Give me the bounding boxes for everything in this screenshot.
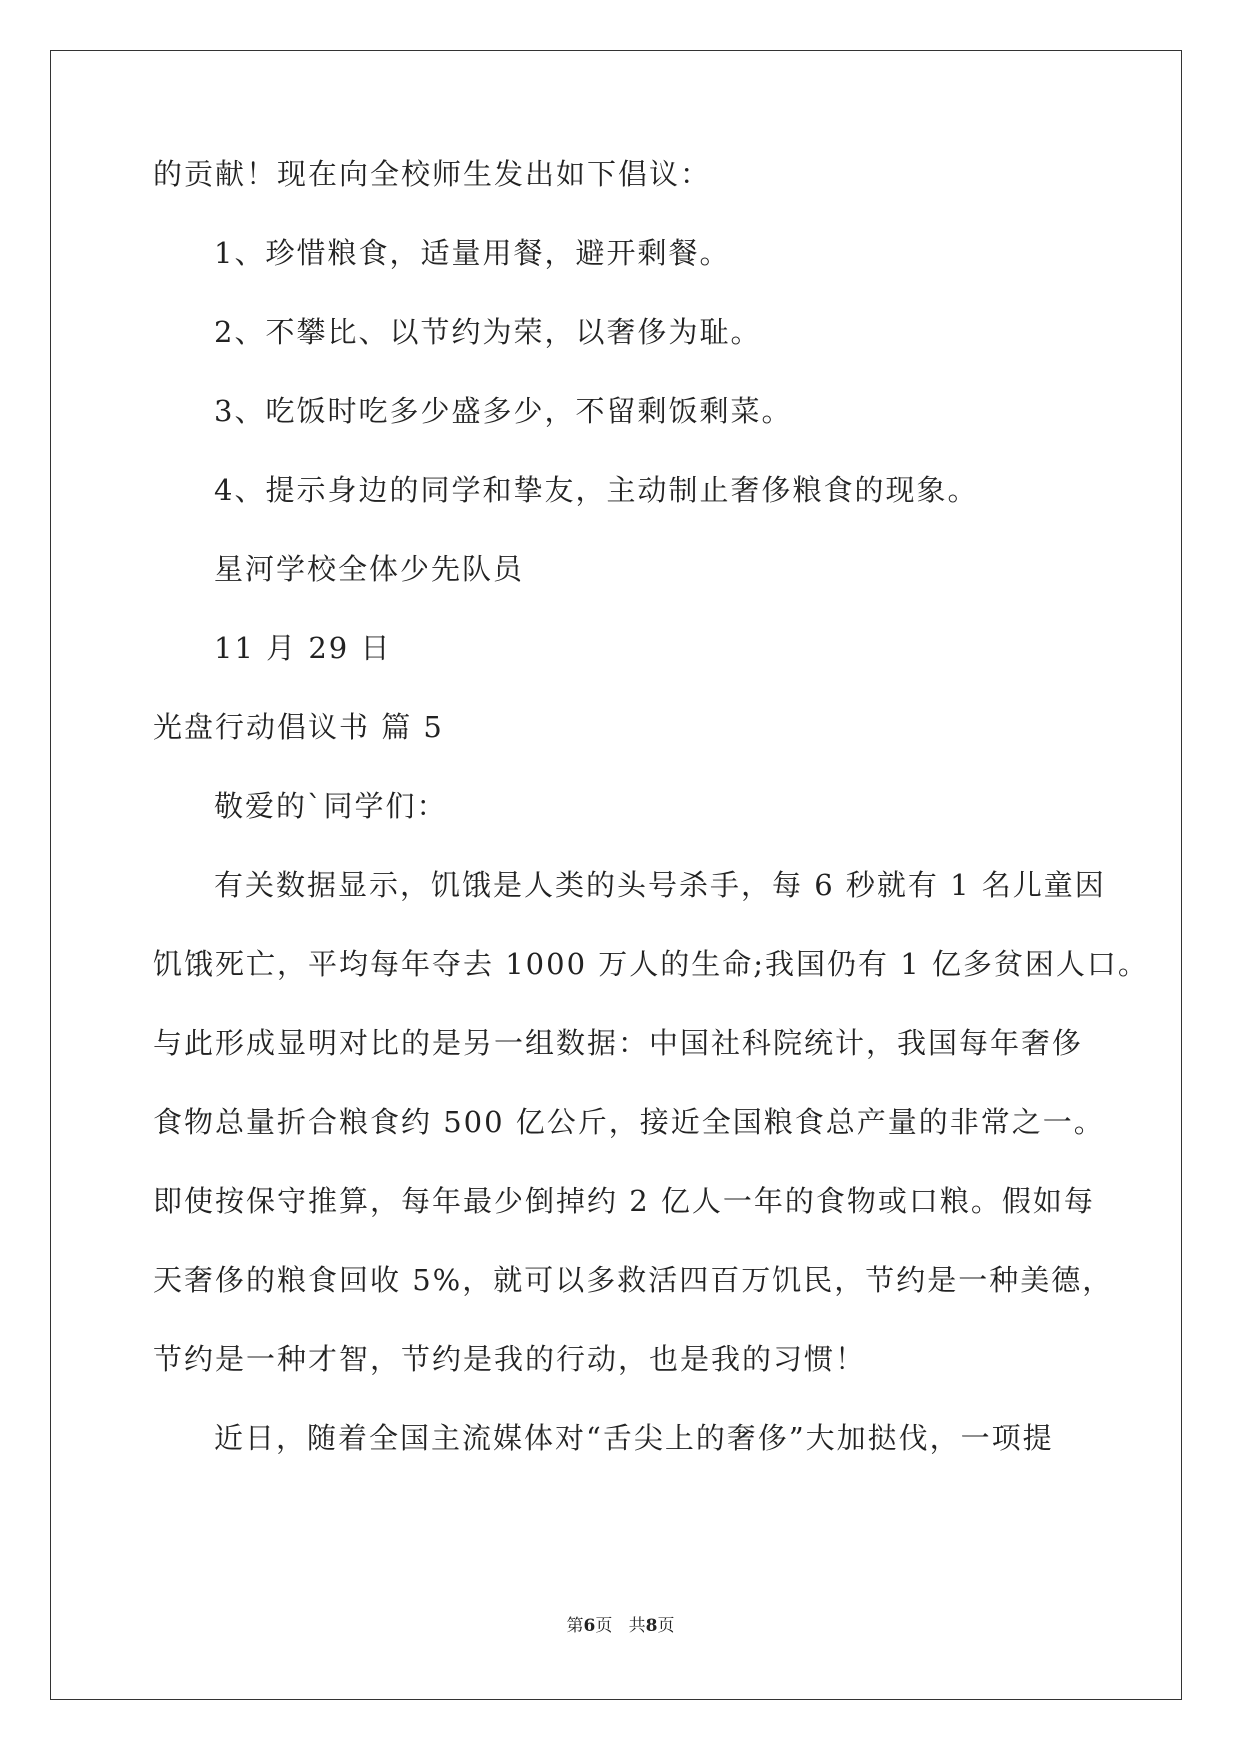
body-line-6: 即使按保守推算，每年最少倒掉约 2 亿人一年的食物或口粮。假如每 (153, 1184, 1095, 1218)
body-line-2: 有关数据显示，饥饿是人类的头号杀手，每 6 秒就有 1 名儿童因 (214, 868, 1106, 902)
footer-middle: 页 共 (595, 1616, 646, 1636)
date: 11 月 29 日 (214, 631, 392, 665)
body-line-9: 近日，随着全国主流媒体对“舌尖上的奢侈”大加挞伐，一项提 (214, 1421, 1054, 1455)
proposal-item-1: 1、珍惜粮食，适量用餐，避开剩餐。 (214, 236, 731, 270)
proposal-item-2: 2、不攀比、以节约为荣，以奢侈为耻。 (214, 315, 762, 349)
footer-prefix: 第 (566, 1616, 584, 1636)
body-line-1: 的贡献！现在向全校师生发出如下倡议： (153, 157, 712, 191)
footer-suffix: 页 (657, 1616, 675, 1636)
body-line-5: 食物总量折合粮食约 500 亿公斤，接近全国粮食总产量的非常之一。 (153, 1105, 1105, 1139)
signature: 星河学校全体少先队员 (214, 552, 525, 586)
proposal-item-4: 4、提示身边的同学和挚友，主动制止奢侈粮食的现象。 (214, 473, 979, 507)
body-line-4: 与此形成显明对比的是另一组数据：中国社科院统计，我国每年奢侈 (153, 1026, 1084, 1060)
body-line-8: 节约是一种才智，节约是我的行动，也是我的习惯！ (153, 1342, 867, 1376)
body-line-7: 天奢侈的粮食回收 5%，就可以多救活四百万饥民，节约是一种美德， (153, 1263, 1114, 1297)
salutation: 敬爱的`同学们： (214, 789, 448, 823)
proposal-item-3: 3、吃饭时吃多少盛多少，不留剩饭剩菜。 (214, 394, 793, 428)
footer-page-number: 6 (583, 1616, 596, 1636)
footer-total-pages: 8 (645, 1616, 658, 1636)
body-line-3: 饥饿死亡，平均每年夺去 1000 万人的生命;我国仍有 1 亿多贫困人口。 (153, 947, 1149, 981)
section-heading: 光盘行动倡议书 篇 5 (153, 710, 444, 744)
page-footer (0, 1614, 1241, 1638)
